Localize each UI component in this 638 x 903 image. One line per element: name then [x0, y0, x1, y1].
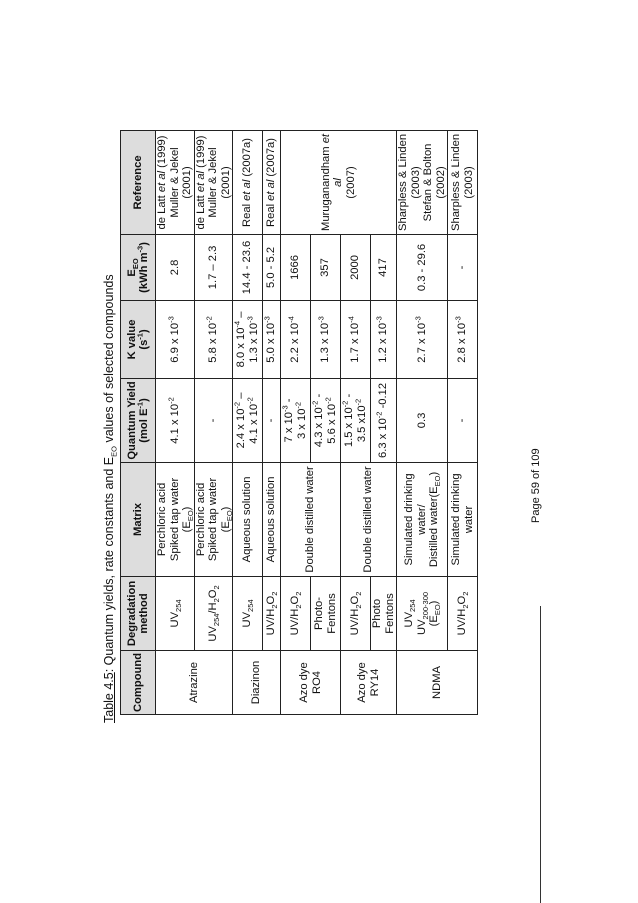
method-cell: $UV_{254}$ $UV_{200-300}$ $(E_{EO})$ [397, 576, 448, 650]
header-matrix: Matrix [121, 462, 156, 576]
eeo-cell: 417 [371, 234, 397, 300]
compound-cell: Azo dye RO4 [281, 650, 341, 714]
header-quantum-yield: Quantum Yield (mol $E^{-1}$) [121, 378, 156, 462]
k-value-cell: 1.7 x $10^{-4}$ [341, 300, 371, 378]
eeo-cell: 357 [311, 234, 341, 300]
matrix-cell: Aqueous solution [263, 462, 281, 576]
method-cell: $UV_{254}$ [156, 576, 195, 650]
method-cell: $UV/H_2O_2$ [341, 576, 371, 650]
header-eeo: $E_{EO}$ (kWh $m^{-3}$) [121, 234, 156, 300]
compound-cell: Diazinon [233, 650, 281, 714]
eeo-cell: 5.0 - 5.2 [263, 234, 281, 300]
k-value-cell: 5.8 x $10^{-2}$ [194, 300, 233, 378]
k-value-cell: 1.2 x $10^{-3}$ [371, 300, 397, 378]
eeo-cell: 14.4 - 23.6 [233, 234, 263, 300]
k-value-cell: 6.9 x $10^{-3}$ [156, 300, 195, 378]
reference-cell: de Latt et al (1999) Muller & Jekel (2001) [156, 130, 195, 234]
footer-divider [540, 606, 541, 903]
quantum-yield-cell: - [448, 378, 478, 462]
method-cell: $UV/H_2O_2$ [281, 576, 311, 650]
compound-cell: Atrazine [156, 650, 233, 714]
quantum-yield-cell: 6.3 x $10^{-2}$ -0.12 [371, 378, 397, 462]
eeo-cell: 2.8 [156, 234, 195, 300]
quantum-yield-table [120, 130, 478, 715]
header-row [121, 130, 156, 714]
quantum-yield-cell: 7 x $10^{-3}$ - 3 x $10^{-2}$ [281, 378, 311, 462]
matrix-cell: Double distilled water [281, 462, 341, 576]
reference-cell: Sharpless & Linden (2003) Stefan & Bolton (2002) [397, 130, 448, 234]
method-cell: Photo-Fentons [311, 576, 341, 650]
method-cell: Photo Fentons [371, 576, 397, 650]
k-value-cell: 8.0 x $10^{-4}$ – 1.3 x $10^{-3}$ [233, 300, 263, 378]
method-cell: $UV_{254}/H_2O_2$ [194, 576, 233, 650]
table-row [263, 130, 281, 714]
reference-cell: Real et al (2007a) [263, 130, 281, 234]
reference-cell: Real et al (2007a) [233, 130, 263, 234]
header-compound: Compound [121, 650, 156, 714]
k-value-cell: 2.7 x $10^{-3}$ [397, 300, 448, 378]
quantum-yield-cell: 4.1 x $10^{-2}$ [156, 378, 195, 462]
matrix-cell: Simulated drinking water/ Distilled $water(E_{EO})$ [397, 462, 448, 576]
compound-cell: NDMA [397, 650, 478, 714]
method-cell: $UV/H_2O_2$ [263, 576, 281, 650]
table-row [281, 130, 311, 714]
table-row [194, 130, 233, 714]
eeo-cell: 1666 [281, 234, 311, 300]
eeo-cell: 0.3 - 29.6 [397, 234, 448, 300]
method-cell: $UV_{254}$ [233, 576, 263, 650]
eeo-cell: - [448, 234, 478, 300]
k-value-cell: 2.8 x $10^{-3}$ [448, 300, 478, 378]
table-caption: Table 4.5: Quantum yields, rate constants and $E_{EO}$ values of selected compounds [102, 274, 119, 723]
header-reference: Reference [121, 130, 156, 234]
caption-label: Table 4.5 [102, 672, 116, 723]
table-row [448, 130, 478, 714]
reference-cell: Sharpless & Linden (2003) [448, 130, 478, 234]
eeo-cell: 1.7 – 2.3 [194, 234, 233, 300]
table-row [397, 130, 448, 714]
k-value-cell: 1.3 x $10^{-3}$ [311, 300, 341, 378]
quantum-yield-cell: 2.4 x $10^{-2}$ – 4.1 x $10^{-2}$ [233, 378, 263, 462]
matrix-cell: Perchloric acid Spiked tap water $(E_{EO})$ [194, 462, 233, 576]
quantum-yield-cell: 4.3 x $10^{-2}$ - 5.6 x $10^{-2}$ [311, 378, 341, 462]
matrix-cell: Perchloric acid Spiked tap water $(E_{EO})$ [156, 462, 195, 576]
k-value-cell: 2.2 x $10^{-4}$ [281, 300, 311, 378]
eeo-cell: 2000 [341, 234, 371, 300]
matrix-cell: Double distilled water [341, 462, 397, 576]
page-number: Page 59 of 109 [530, 448, 542, 523]
header-method: Degradation method [121, 576, 156, 650]
quantum-yield-cell: - [194, 378, 233, 462]
quantum-yield-cell: 1.5 x $10^{-2}$ - 3.5 $x10^{-2}$ [341, 378, 371, 462]
k-value-cell: 5.0 x $10^{-3}$ [263, 300, 281, 378]
quantum-yield-cell: 0.3 [397, 378, 448, 462]
matrix-cell: Simulated drinking water [448, 462, 478, 576]
quantum-yield-cell: - [263, 378, 281, 462]
method-cell: $UV/H_2O_2$ [448, 576, 478, 650]
reference-cell: de Latt et al (1999) Muller & Jekel (2001) [194, 130, 233, 234]
matrix-cell: Aqueous solution [233, 462, 263, 576]
table-row [233, 130, 263, 714]
reference-cell: Muruganandham et al (2007) [281, 130, 397, 234]
table-row [156, 130, 195, 714]
compound-cell: Azo dye RY14 [341, 650, 397, 714]
header-k-value: K value $(s^{-1})$ [121, 300, 156, 378]
